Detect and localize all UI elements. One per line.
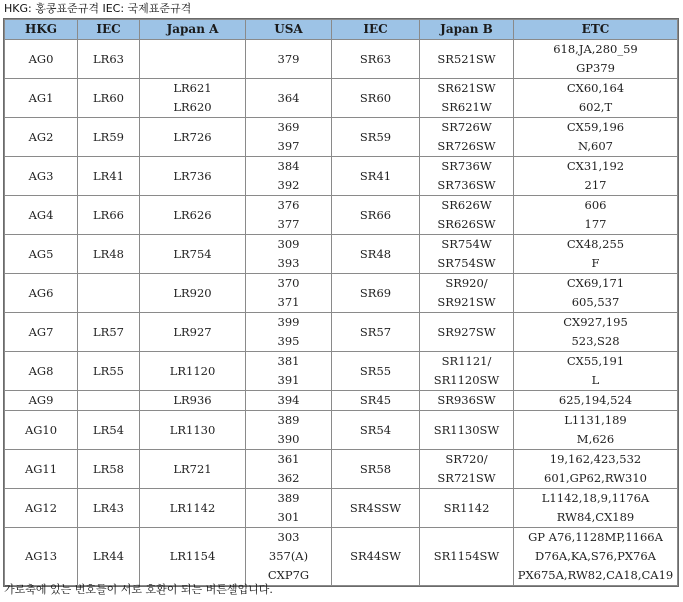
cell-line: LR754 xyxy=(173,246,212,261)
column-header-japan-a: Japan A xyxy=(140,20,246,40)
cell-line: SR621W xyxy=(441,100,492,114)
table-row xyxy=(5,157,678,196)
column-header-usa: USA xyxy=(246,20,332,40)
cell-line: LR936 xyxy=(173,393,212,407)
cell-line: N,607 xyxy=(578,139,613,153)
cell-japan-a xyxy=(140,489,246,528)
cell-japan-b xyxy=(420,489,514,528)
cell-line: SR1121/ xyxy=(441,354,492,368)
cell-line: SR626W xyxy=(441,198,492,212)
cell-line: SR720/ xyxy=(445,452,488,466)
cell-japan-a xyxy=(140,79,246,118)
cell-line: LR63 xyxy=(93,51,124,66)
cell-line: LR626 xyxy=(173,207,212,222)
cell-iec-2 xyxy=(332,528,420,586)
cell-line: 394 xyxy=(277,393,300,407)
cell-line: D76A,KA,S76,PX76A xyxy=(535,549,656,563)
cell-iec-2 xyxy=(332,489,420,528)
cell-iec xyxy=(78,274,140,313)
cell-line: LR620 xyxy=(173,100,212,114)
cell-line: SR921SW xyxy=(437,295,496,309)
cell-line: 361 xyxy=(277,452,300,466)
cell-line: CXP7G xyxy=(267,568,310,582)
cell-hkg xyxy=(5,489,78,528)
cell-etc xyxy=(514,118,678,157)
cell-japan-b xyxy=(420,196,514,235)
cell-line: 606 xyxy=(584,198,607,212)
cell-line: SR60 xyxy=(359,90,392,105)
column-header-hkg: HKG xyxy=(5,20,78,40)
cell-iec xyxy=(78,411,140,450)
cell-japan-b xyxy=(420,352,514,391)
cell-japan-b xyxy=(420,79,514,118)
cell-iec xyxy=(78,528,140,586)
cell-etc xyxy=(514,274,678,313)
cell-line: CX55,191 xyxy=(566,354,625,368)
cell-etc xyxy=(514,528,678,586)
cell-usa xyxy=(246,118,332,157)
cell-line: 601,GP62,RW310 xyxy=(544,471,647,485)
cell-line: CX927,195 xyxy=(563,315,628,329)
cell-iec-2 xyxy=(332,450,420,489)
cell-line: LR1142 xyxy=(169,500,216,515)
cell-line: 369 xyxy=(277,120,300,134)
cell-line: 392 xyxy=(277,178,300,192)
cell-line: AG4 xyxy=(28,207,54,222)
cell-line: AG2 xyxy=(28,129,54,144)
cell-japan-a xyxy=(140,411,246,450)
cell-line: 376 xyxy=(277,198,300,212)
cell-iec xyxy=(78,450,140,489)
cell-line: SR57 xyxy=(359,324,392,339)
cell-line: 177 xyxy=(584,217,607,231)
cell-etc xyxy=(514,352,678,391)
cell-line: LR721 xyxy=(173,461,212,476)
cell-japan-a xyxy=(140,40,246,79)
cell-line: 381 xyxy=(277,354,300,368)
table-caption-bottom: 가로축에 있는 번호들이 서로 호환이 되는 버튼셀입니다. xyxy=(4,583,273,596)
cell-line: L1131,189 xyxy=(564,413,627,427)
cell-japan-b xyxy=(420,528,514,586)
cell-line: LR60 xyxy=(93,90,124,105)
cell-usa xyxy=(246,235,332,274)
cell-usa xyxy=(246,79,332,118)
cell-line: 391 xyxy=(277,373,300,387)
cell-line: PX675A,RW82,CA18,CA19 xyxy=(517,568,674,582)
cell-line: LR59 xyxy=(93,129,124,144)
cell-line: SR45 xyxy=(359,393,392,407)
cell-line: SR63 xyxy=(359,51,392,66)
cell-japan-b xyxy=(420,391,514,411)
table-row xyxy=(5,118,678,157)
cell-usa xyxy=(246,40,332,79)
cell-hkg xyxy=(5,157,78,196)
column-header-japan-b: Japan B xyxy=(420,20,514,40)
table-row xyxy=(5,411,678,450)
cell-hkg xyxy=(5,391,78,411)
cell-hkg xyxy=(5,118,78,157)
cell-line: AG5 xyxy=(28,246,54,261)
cell-line: LR1154 xyxy=(169,549,216,563)
cell-japan-a xyxy=(140,450,246,489)
cell-line: 390 xyxy=(277,432,300,446)
table-row xyxy=(5,489,678,528)
cell-iec xyxy=(78,235,140,274)
cell-line: AG11 xyxy=(24,461,58,476)
cell-japan-a xyxy=(140,391,246,411)
cell-line: 362 xyxy=(277,471,300,485)
cell-line: LR621 xyxy=(173,81,212,95)
cell-hkg xyxy=(5,79,78,118)
header-row xyxy=(5,20,678,40)
cell-line: LR57 xyxy=(93,324,124,339)
cell-japan-b xyxy=(420,274,514,313)
cell-iec-2 xyxy=(332,235,420,274)
cell-line: SR59 xyxy=(359,129,392,144)
cell-etc xyxy=(514,411,678,450)
cell-line: 389 xyxy=(277,491,300,505)
cell-japan-a xyxy=(140,313,246,352)
cell-line: 19,162,423,532 xyxy=(549,452,642,466)
table-row xyxy=(5,352,678,391)
cell-line: LR58 xyxy=(93,461,124,476)
cell-line: 309 xyxy=(277,237,300,251)
cell-usa xyxy=(246,352,332,391)
cell-line: 397 xyxy=(277,139,300,153)
cell-line: SR754SW xyxy=(437,256,496,270)
cell-japan-a xyxy=(140,352,246,391)
cell-line: SR927SW xyxy=(437,324,496,339)
cell-line: LR43 xyxy=(93,500,124,515)
cell-line: LR736 xyxy=(173,168,212,183)
cell-line: 371 xyxy=(277,295,300,309)
cell-etc xyxy=(514,157,678,196)
cell-etc xyxy=(514,79,678,118)
cell-line: SR58 xyxy=(359,461,392,476)
cell-line: LR726 xyxy=(173,129,212,144)
cell-japan-b xyxy=(420,118,514,157)
cell-usa xyxy=(246,196,332,235)
cell-line: SR754W xyxy=(441,237,492,251)
cell-etc xyxy=(514,235,678,274)
cell-line: CX69,171 xyxy=(566,276,625,290)
cell-usa xyxy=(246,391,332,411)
cell-line: 625,194,524 xyxy=(558,393,633,407)
cell-line: GP379 xyxy=(576,61,615,75)
cell-line: LR55 xyxy=(93,363,124,378)
cell-line: LR41 xyxy=(93,168,124,183)
cell-hkg xyxy=(5,274,78,313)
cell-iec xyxy=(78,118,140,157)
table-row xyxy=(5,40,678,79)
cell-line: LR920 xyxy=(173,285,212,300)
cell-line: LR54 xyxy=(93,422,124,437)
cell-line: GP A76,1128MP,1166A xyxy=(528,530,663,544)
cell-line: CX59,196 xyxy=(566,120,625,134)
cell-iec xyxy=(78,157,140,196)
cell-usa xyxy=(246,450,332,489)
cell-hkg xyxy=(5,313,78,352)
cell-japan-b xyxy=(420,157,514,196)
cell-line: SR69 xyxy=(359,285,392,300)
cell-line: SR721SW xyxy=(437,471,496,485)
cell-line: 301 xyxy=(277,510,300,524)
cell-line: 364 xyxy=(277,90,300,105)
cell-line: F xyxy=(591,256,600,270)
cell-usa xyxy=(246,274,332,313)
cell-line: AG0 xyxy=(28,51,54,66)
cell-usa xyxy=(246,489,332,528)
cell-line: AG10 xyxy=(24,422,58,437)
cell-line: SR55 xyxy=(359,363,392,378)
column-header-etc: ETC xyxy=(514,20,678,40)
cell-line: AG3 xyxy=(28,168,54,183)
cell-iec xyxy=(78,391,140,411)
cell-iec xyxy=(78,489,140,528)
cell-line: LR66 xyxy=(93,207,124,222)
cell-line: LR927 xyxy=(173,324,212,339)
cell-line: SR726W xyxy=(441,120,492,134)
cell-line: SR1130SW xyxy=(433,422,500,437)
cell-line: AG12 xyxy=(24,500,58,515)
cell-line: 618,JA,280_59 xyxy=(553,42,638,56)
cell-iec xyxy=(78,196,140,235)
column-header-iec-2: IEC xyxy=(332,20,420,40)
cell-line: SR621SW xyxy=(437,81,496,95)
table-row xyxy=(5,528,678,586)
cell-iec-2 xyxy=(332,196,420,235)
cell-line: SR66 xyxy=(359,207,392,222)
cell-iec-2 xyxy=(332,391,420,411)
cell-hkg xyxy=(5,40,78,79)
cell-line: SR521SW xyxy=(437,51,496,66)
cell-iec xyxy=(78,313,140,352)
cell-usa xyxy=(246,313,332,352)
cell-line: SR4SSW xyxy=(349,500,402,515)
cell-etc xyxy=(514,450,678,489)
cell-line: 602,T xyxy=(578,100,613,114)
cell-line: SR1120SW xyxy=(433,373,500,387)
cell-line: AG9 xyxy=(28,393,54,407)
cell-iec-2 xyxy=(332,274,420,313)
cell-line: CX48,255 xyxy=(566,237,625,251)
cell-japan-a xyxy=(140,196,246,235)
cell-hkg xyxy=(5,528,78,586)
table-row xyxy=(5,313,678,352)
cell-usa xyxy=(246,528,332,586)
cell-iec xyxy=(78,40,140,79)
cell-japan-a xyxy=(140,528,246,586)
cell-line: LR48 xyxy=(93,246,124,261)
cell-hkg xyxy=(5,196,78,235)
cell-iec-2 xyxy=(332,79,420,118)
cell-line: 370 xyxy=(277,276,300,290)
cell-hkg xyxy=(5,411,78,450)
cell-iec-2 xyxy=(332,352,420,391)
cell-line: SR936SW xyxy=(437,393,496,407)
cell-japan-b xyxy=(420,411,514,450)
cell-line: SR920/ xyxy=(445,276,488,290)
cell-japan-b xyxy=(420,235,514,274)
cell-line: 395 xyxy=(277,334,300,348)
cell-line: 523,S28 xyxy=(571,334,620,348)
cell-line: CX60,164 xyxy=(566,81,625,95)
cell-japan-b xyxy=(420,313,514,352)
cell-line: 399 xyxy=(277,315,300,329)
cell-hkg xyxy=(5,450,78,489)
cell-line: LR1120 xyxy=(169,363,216,378)
cell-japan-a xyxy=(140,118,246,157)
cell-line: AG7 xyxy=(28,324,54,339)
cell-line: AG1 xyxy=(28,90,54,105)
cell-line: AG8 xyxy=(28,363,54,378)
cell-iec xyxy=(78,352,140,391)
cell-line: AG6 xyxy=(28,285,54,300)
cell-line: SR48 xyxy=(359,246,392,261)
cell-iec-2 xyxy=(332,118,420,157)
cell-usa xyxy=(246,411,332,450)
cell-line: SR736SW xyxy=(437,178,496,192)
table-caption-top: HKG: 홍콩표준규격 IEC: 국제표준규격 xyxy=(4,2,192,15)
cell-iec-2 xyxy=(332,40,420,79)
cell-line: RW84,CX189 xyxy=(556,510,635,524)
cell-line: AG13 xyxy=(24,549,58,563)
cell-hkg xyxy=(5,235,78,274)
table-row xyxy=(5,391,678,411)
cell-line: LR1130 xyxy=(169,422,216,437)
cell-hkg xyxy=(5,352,78,391)
cell-iec-2 xyxy=(332,157,420,196)
cell-japan-a xyxy=(140,235,246,274)
table-row xyxy=(5,274,678,313)
cell-line: SR726SW xyxy=(437,139,496,153)
cell-line: LR44 xyxy=(93,549,124,563)
cell-etc xyxy=(514,196,678,235)
column-header-iec: IEC xyxy=(78,20,140,40)
table-row xyxy=(5,196,678,235)
cell-etc xyxy=(514,40,678,79)
cell-line: SR1142 xyxy=(443,500,490,515)
cell-iec xyxy=(78,79,140,118)
cell-usa xyxy=(246,157,332,196)
cell-line: 217 xyxy=(584,178,607,192)
cell-line: 377 xyxy=(277,217,300,231)
cell-japan-a xyxy=(140,274,246,313)
cell-line: CX31,192 xyxy=(566,159,625,173)
cell-line: L1142,18,9,1176A xyxy=(541,491,650,505)
cell-line: SR44SW xyxy=(350,549,401,563)
cell-etc xyxy=(514,489,678,528)
cell-japan-b xyxy=(420,40,514,79)
cell-line: 303 xyxy=(277,530,300,544)
cell-japan-b xyxy=(420,450,514,489)
cell-etc xyxy=(514,313,678,352)
cell-japan-a xyxy=(140,157,246,196)
cell-line: 379 xyxy=(277,51,300,66)
table-row xyxy=(5,79,678,118)
table-row xyxy=(5,450,678,489)
cell-iec-2 xyxy=(332,313,420,352)
cell-line: SR41 xyxy=(359,168,392,183)
cell-line: 393 xyxy=(277,256,300,270)
cell-line: 384 xyxy=(277,159,300,173)
cell-line: 605,537 xyxy=(571,295,620,309)
cell-etc xyxy=(514,391,678,411)
cell-line: L xyxy=(591,373,600,387)
battery-compatibility-table xyxy=(3,18,679,587)
cell-line: 357(A) xyxy=(268,549,309,563)
cell-line: SR736W xyxy=(441,159,492,173)
cell-line: 389 xyxy=(277,413,300,427)
cell-line: SR54 xyxy=(359,422,392,437)
cell-iec-2 xyxy=(332,411,420,450)
cell-line: M,626 xyxy=(576,432,615,446)
cell-line: SR626SW xyxy=(437,217,496,231)
cell-line: SR1154SW xyxy=(433,549,500,563)
table-row xyxy=(5,235,678,274)
